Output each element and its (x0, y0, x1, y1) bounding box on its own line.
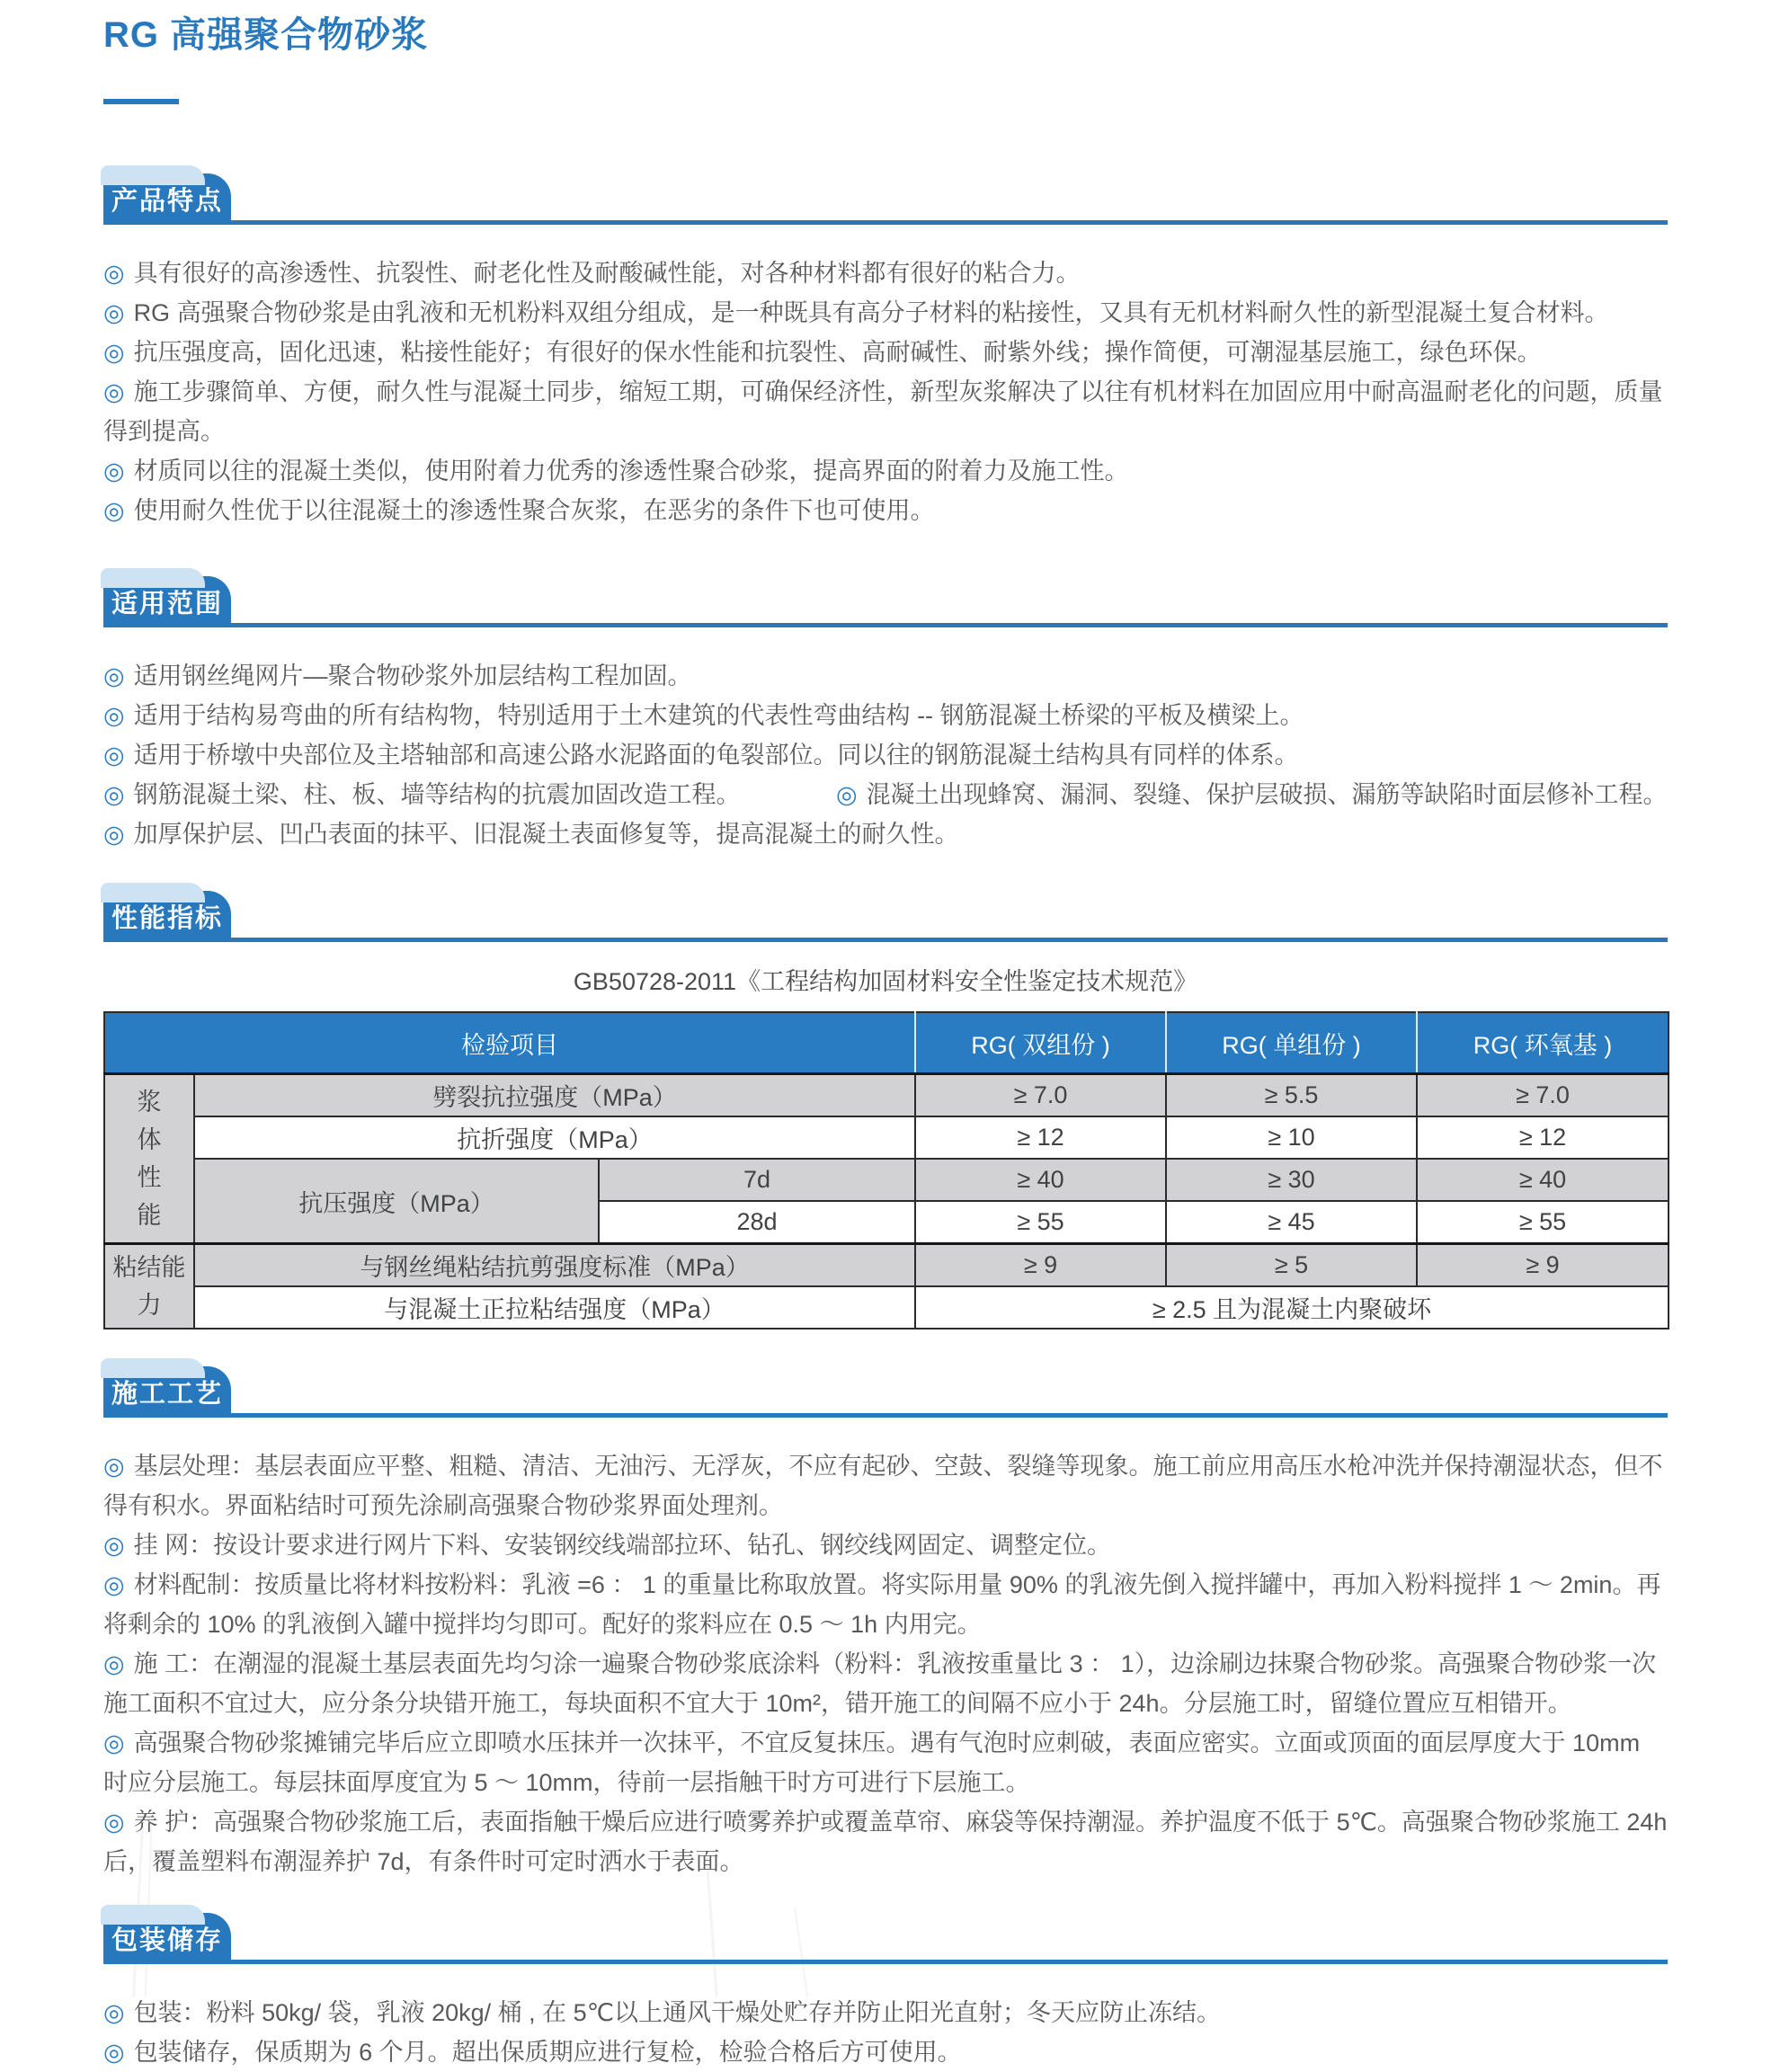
list-item: ◎ 包装储存，保质期为 6 个月。超出保质期应进行复检，检验合格后方可使用。 (103, 2039, 962, 2066)
cell-value: ≥ 40 (915, 1159, 1166, 1201)
list-item: ◎ 适用钢丝绳网片—聚合物砂浆外加层结构工程加固。 (103, 663, 692, 689)
cell-value: ≥ 45 (1166, 1201, 1417, 1244)
section-header-performance (103, 890, 1668, 942)
table-caption: GB50728-2011《工程结构加固材料安全性鉴定技术规范》 (573, 968, 1198, 995)
ring-bullet-icon: ◎ (836, 781, 858, 808)
ring-bullet-icon: ◎ (103, 702, 125, 729)
performance-table (103, 1011, 1669, 1329)
cell-value: ≥ 7.0 (1417, 1074, 1669, 1117)
list-item: ◎ 材料配制：按质量比将材料按粉料：乳液 =6 ： 1 的重量比称取放置。将实际用量 90% 的乳液先倒入搅拌罐中，再加入粉料搅拌 1 ～ 2min。再将剩余的 10% 的乳液倒入罐中搅拌均匀即可。配好的浆料应在 0.5 ～ 1h 内用完。 (103, 1571, 1661, 1638)
section-header-features (103, 173, 1668, 225)
header-cell-rg-epoxy: RG( 环氧基 ) (1417, 1012, 1669, 1074)
ring-bullet-icon: ◎ (103, 260, 125, 287)
section-tab-packaging: 包装储存 (103, 1913, 231, 1964)
list-item: ◎ 包装：粉料 50kg/ 袋，乳液 20kg/ 桶 , 在 5℃以上通风干燥处贮存并防止阳光直射；冬天应防止冻结。 (103, 1999, 1222, 2026)
group-label-slurry: 浆体性能 (104, 1074, 194, 1244)
list-item: ◎ 适用于结构易弯曲的所有结构物，特别适用于土木建筑的代表性弯曲结构 -- 钢筋混凝土桥梁的平板及横梁上。 (103, 702, 1304, 729)
list-item: ◎ 混凝土出现蜂窝、漏洞、裂缝、保护层破损、漏筋等缺陷时面层修补工程。 (836, 781, 1668, 808)
cell-value: ≥ 12 (1417, 1116, 1669, 1159)
ring-bullet-icon: ◎ (103, 1532, 125, 1559)
cell-value: ≥ 40 (1417, 1159, 1669, 1201)
list-item: ◎ 钢筋混凝土梁、柱、板、墙等结构的抗震加固改造工程。 (103, 781, 741, 808)
list-item: ◎ 挂 网：按设计要求进行网片下料、安装钢绞线端部拉环、钻孔、钢绞线网固定、调整定位。 (103, 1532, 1112, 1559)
row-name: 抗折强度（MPa） (194, 1116, 915, 1159)
cell-value: ≥ 10 (1166, 1116, 1417, 1159)
section-rule (103, 623, 1668, 627)
ring-bullet-icon: ◎ (103, 1730, 125, 1756)
section-tab-features: 产品特点 (103, 173, 231, 225)
list-item: ◎ 具有很好的高渗透性、抗裂性、耐老化性及耐酸碱性能，对各种材料都有很好的粘合力。 (103, 260, 1081, 287)
table-header-row (104, 1012, 1669, 1074)
header-cell-rg2: RG( 双组份 ) (915, 1012, 1166, 1074)
ring-bullet-icon: ◎ (103, 1650, 125, 1677)
table-row (104, 1074, 1669, 1117)
row-name: 劈裂抗拉强度（MPa） (194, 1074, 915, 1117)
list-item: ◎ RG 高强聚合物砂浆是由乳液和无机粉料双组分组成，是一种既具有高分子材料的粘接性，又具有无机材料耐久性的新型混凝土复合材料。 (103, 299, 1609, 326)
ring-bullet-icon: ◎ (103, 458, 125, 485)
section-tab-performance: 性能指标 (103, 891, 231, 942)
header-cell-item: 检验项目 (104, 1012, 915, 1074)
ring-bullet-icon: ◎ (103, 378, 125, 405)
ring-bullet-icon: ◎ (103, 742, 125, 769)
list-item-pair (103, 775, 1668, 814)
list-item: ◎ 适用于桥墩中央部位及主塔轴部和高速公路水泥路面的龟裂部位。同以往的钢筋混凝土结构具有同样的体系。 (103, 742, 1299, 769)
cell-value: ≥ 9 (915, 1244, 1166, 1287)
list-item: ◎ 使用耐久性优于以往混凝土的渗透性聚合灰浆，在恶劣的条件下也可使用。 (103, 497, 935, 524)
scope-list (103, 656, 1668, 854)
ring-bullet-icon: ◎ (103, 821, 125, 848)
cell-value: ≥ 9 (1417, 1244, 1669, 1287)
ring-bullet-icon: ◎ (103, 2039, 125, 2066)
row-name: 与钢丝绳粘结抗剪强度标准（MPa） (194, 1244, 915, 1287)
list-item: ◎ 施工步骤简单、方便，耐久性与混凝土同步，缩短工期，可确保经济性，新型灰浆解决了以往有机材料在加固应用中耐高温耐老化的问题，质量得到提高。 (103, 378, 1663, 445)
ring-bullet-icon: ◎ (103, 781, 125, 808)
title-underline (103, 99, 179, 104)
ring-bullet-icon: ◎ (103, 299, 125, 326)
section-rule (103, 1413, 1668, 1418)
section-rule (103, 220, 1668, 225)
process-list (103, 1446, 1668, 1881)
cell-value: ≥ 55 (915, 1201, 1166, 1244)
sub-row-age: 7d (599, 1159, 915, 1201)
section-header-process (103, 1365, 1668, 1418)
ring-bullet-icon: ◎ (103, 1571, 125, 1598)
section-rule (103, 938, 1668, 942)
cell-value: ≥ 12 (915, 1116, 1166, 1159)
ring-bullet-icon: ◎ (103, 1809, 125, 1836)
list-item: ◎ 基层处理：基层表面应平整、粗糙、清洁、无油污、无浮灰，不应有起砂、空鼓、裂缝等现象。施工前应用高压水枪冲洗并保持潮湿状态，但不得有积水。界面粘结时可预先涂刷高强聚合物砂浆界面处理剂。 (103, 1453, 1663, 1519)
group-label-bond: 粘结能力 (104, 1244, 194, 1329)
cell-value: ≥ 5.5 (1166, 1074, 1417, 1117)
table-row (104, 1244, 1669, 1287)
ring-bullet-icon: ◎ (103, 339, 125, 366)
section-tab-scope: 适用范围 (103, 576, 231, 627)
list-item: ◎ 抗压强度高，固化迅速，粘接性能好；有很好的保水性能和抗裂性、高耐碱性、耐紫外线；操作简便，可潮湿基层施工，绿色环保。 (103, 339, 1542, 366)
header-cell-rg1: RG( 单组份 ) (1166, 1012, 1417, 1074)
list-item: ◎ 加厚保护层、凹凸表面的抹平、旧混凝土表面修复等，提高混凝土的耐久性。 (103, 821, 959, 848)
cell-value: ≥ 7.0 (915, 1074, 1166, 1117)
cell-value: ≥ 5 (1166, 1244, 1417, 1287)
ring-bullet-icon: ◎ (103, 663, 125, 689)
section-header-packaging (103, 1912, 1668, 1964)
cell-value: ≥ 30 (1166, 1159, 1417, 1201)
section-header-scope (103, 575, 1668, 627)
packaging-list (103, 1993, 1668, 2072)
features-list (103, 253, 1668, 530)
cell-value-merged: ≥ 2.5 且为混凝土内聚破坏 (915, 1286, 1669, 1329)
ring-bullet-icon: ◎ (103, 1999, 125, 2026)
list-item: ◎ 施 工：在潮湿的混凝土基层表面先均匀涂一遍聚合物砂浆底涂料（粉料：乳液按重量比 3 ： 1），边涂刷边抹聚合物砂浆。高强聚合物砂浆一次施工面积不宜过大，应分条分块错开施工，每块面积不宜大于 10m²，错开施工的间隔不应小于 24h。分层施工时，留缝位置应互相错开。 (103, 1650, 1657, 1717)
table-row (104, 1286, 1669, 1329)
ring-bullet-icon: ◎ (103, 497, 125, 524)
section-rule (103, 1960, 1668, 1964)
cell-value: ≥ 55 (1417, 1201, 1669, 1244)
list-item: ◎ 养 护：高强聚合物砂浆施工后，表面指触干燥后应进行喷雾养护或覆盖草帘、麻袋等保持潮湿。养护温度不低于 5℃。高强聚合物砂浆施工 24h 后，覆盖塑料布潮湿养护 7d，有条件时可定时洒水于表面。 (103, 1809, 1668, 1875)
sub-row-age: 28d (599, 1201, 915, 1244)
page-title: RG 高强聚合物砂浆 (103, 15, 429, 55)
row-name: 与混凝土正拉粘结强度（MPa） (194, 1286, 915, 1329)
row-name-compressive: 抗压强度（MPa） (194, 1159, 599, 1244)
ring-bullet-icon: ◎ (103, 1453, 125, 1480)
list-item: ◎ 高强聚合物砂浆摊铺完毕后应立即喷水压抹并一次抹平，不宜反复抹压。遇有气泡时应刺破，表面应密实。立面或顶面的面层厚度大于 10mm 时应分层施工。每层抹面厚度宜为 5 ～ 10mm，待前一层指触干时方可进行下层施工。 (103, 1730, 1641, 1796)
table-row (104, 1116, 1669, 1159)
list-item: ◎ 材质同以往的混凝土类似，使用附着力优秀的渗透性聚合砂浆，提高界面的附着力及施工性。 (103, 458, 1129, 485)
table-row (104, 1159, 1669, 1201)
section-tab-process: 施工工艺 (103, 1366, 231, 1418)
